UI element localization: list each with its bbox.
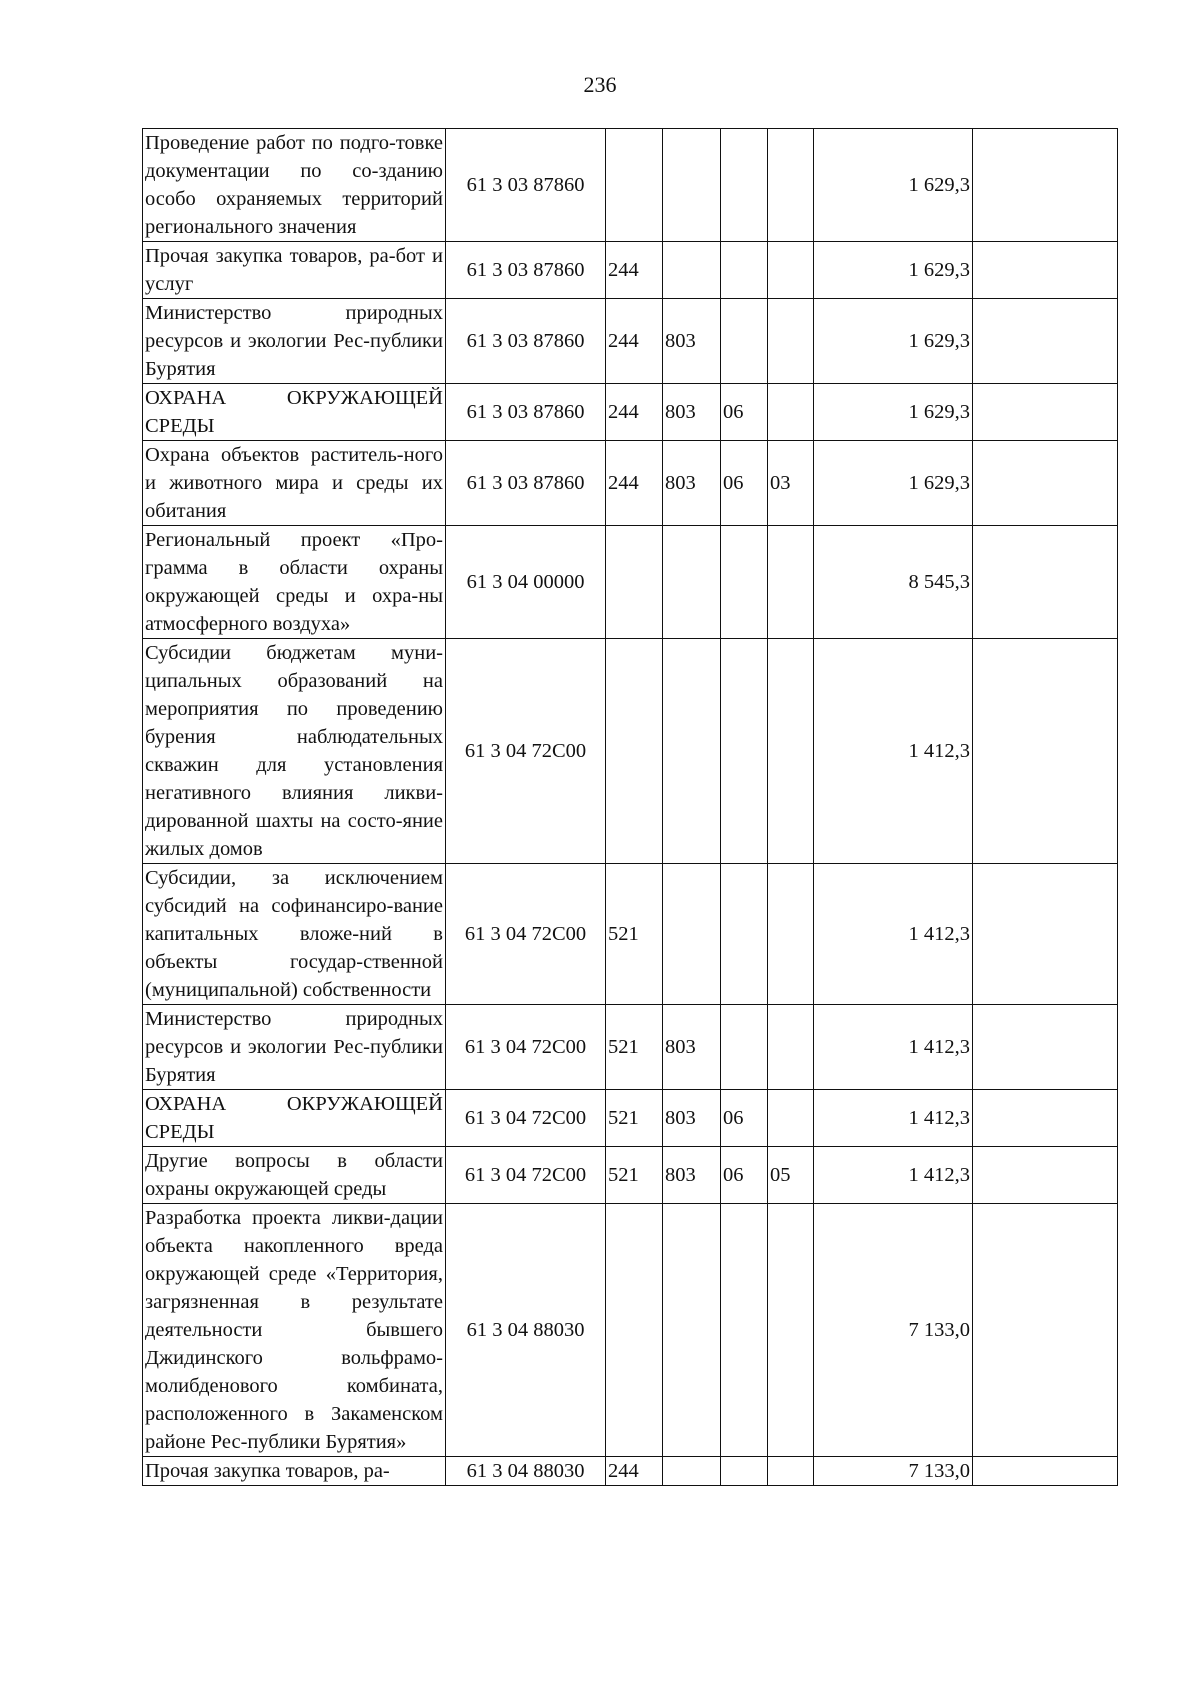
item-name-cell: Министерство природных ресурсов и экологии Рес-публики Бурятия	[143, 1005, 446, 1090]
target-code-cell: 61 3 04 88030	[446, 1204, 606, 1457]
table-row	[143, 129, 1118, 242]
amount-cell: 1 629,3	[814, 242, 973, 299]
subsection-cell	[768, 1090, 814, 1147]
target-code-cell: 61 3 03 87860	[446, 129, 606, 242]
section-cell	[721, 242, 768, 299]
subsection-cell: 03	[768, 441, 814, 526]
extra-cell	[973, 1457, 1118, 1486]
subsection-cell	[768, 1005, 814, 1090]
item-name-cell: Разработка проекта ликви-дации объекта накопленного вреда окружающей среде «Территория, загрязненная в результате деятельности бывшего Джидинского вольфрамо-молибденового комбината, расположенного в Закаменском районе Рес-публики Бурятия»	[143, 1204, 446, 1457]
item-name-cell: Охрана объектов раститель-ного и животного мира и среды их обитания	[143, 441, 446, 526]
subsection-cell	[768, 1457, 814, 1486]
extra-cell	[973, 1204, 1118, 1457]
target-code-cell: 61 3 03 87860	[446, 441, 606, 526]
item-name-cell: ОХРАНА ОКРУЖАЮЩЕЙ СРЕДЫ	[143, 1090, 446, 1147]
ministry-code-cell: 803	[663, 299, 721, 384]
expense-type-cell	[606, 526, 663, 639]
item-name-cell: Министерство природных ресурсов и экологии Рес-публики Бурятия	[143, 299, 446, 384]
extra-cell	[973, 299, 1118, 384]
section-cell	[721, 639, 768, 864]
amount-cell: 1 412,3	[814, 639, 973, 864]
table-row	[143, 441, 1118, 526]
subsection-cell	[768, 242, 814, 299]
expense-type-cell: 521	[606, 864, 663, 1005]
amount-cell: 1 412,3	[814, 1090, 973, 1147]
section-cell: 06	[721, 441, 768, 526]
subsection-cell	[768, 864, 814, 1005]
ministry-code-cell	[663, 129, 721, 242]
extra-cell	[973, 242, 1118, 299]
target-code-cell: 61 3 04 72С00	[446, 1005, 606, 1090]
ministry-code-cell	[663, 864, 721, 1005]
ministry-code-cell: 803	[663, 384, 721, 441]
amount-cell: 1 412,3	[814, 864, 973, 1005]
target-code-cell: 61 3 04 72С00	[446, 864, 606, 1005]
budget-table-body	[143, 129, 1118, 1486]
ministry-code-cell	[663, 1204, 721, 1457]
ministry-code-cell	[663, 1457, 721, 1486]
target-code-cell: 61 3 03 87860	[446, 299, 606, 384]
section-cell: 06	[721, 384, 768, 441]
extra-cell	[973, 639, 1118, 864]
expense-type-cell	[606, 1204, 663, 1457]
ministry-code-cell: 803	[663, 1005, 721, 1090]
amount-cell: 1 412,3	[814, 1005, 973, 1090]
target-code-cell: 61 3 03 87860	[446, 242, 606, 299]
target-code-cell: 61 3 04 88030	[446, 1457, 606, 1486]
item-name-cell: Проведение работ по подго-товке документации по со-зданию особо охраняемых территорий регионального значения	[143, 129, 446, 242]
item-name-cell: Субсидии, за исключением субсидий на софинансиро-вание капитальных вложе-ний в объекты государ-ственной (муниципальной) собственности	[143, 864, 446, 1005]
extra-cell	[973, 441, 1118, 526]
item-name-cell: Прочая закупка товаров, ра-бот и услуг	[143, 242, 446, 299]
subsection-cell	[768, 384, 814, 441]
section-cell	[721, 299, 768, 384]
table-row	[143, 864, 1118, 1005]
ministry-code-cell	[663, 242, 721, 299]
section-cell	[721, 864, 768, 1005]
budget-table	[142, 128, 1118, 1486]
table-row	[143, 1457, 1118, 1486]
ministry-code-cell	[663, 526, 721, 639]
table-row	[143, 1005, 1118, 1090]
target-code-cell: 61 3 04 72С00	[446, 1147, 606, 1204]
subsection-cell	[768, 639, 814, 864]
subsection-cell: 05	[768, 1147, 814, 1204]
extra-cell	[973, 864, 1118, 1005]
table-row	[143, 299, 1118, 384]
expense-type-cell: 244	[606, 441, 663, 526]
section-cell	[721, 1005, 768, 1090]
extra-cell	[973, 384, 1118, 441]
expense-type-cell	[606, 129, 663, 242]
amount-cell: 1 629,3	[814, 299, 973, 384]
table-row	[143, 526, 1118, 639]
extra-cell	[973, 1147, 1118, 1204]
expense-type-cell: 244	[606, 384, 663, 441]
section-cell	[721, 1457, 768, 1486]
target-code-cell: 61 3 04 72С00	[446, 639, 606, 864]
amount-cell: 1 412,3	[814, 1147, 973, 1204]
item-name-cell: ОХРАНА ОКРУЖАЮЩЕЙ СРЕДЫ	[143, 384, 446, 441]
section-cell: 06	[721, 1147, 768, 1204]
amount-cell: 7 133,0	[814, 1204, 973, 1457]
expense-type-cell: 244	[606, 1457, 663, 1486]
extra-cell	[973, 1090, 1118, 1147]
subsection-cell	[768, 526, 814, 639]
amount-cell: 1 629,3	[814, 384, 973, 441]
ministry-code-cell: 803	[663, 1147, 721, 1204]
target-code-cell: 61 3 03 87860	[446, 384, 606, 441]
section-cell	[721, 1204, 768, 1457]
subsection-cell	[768, 299, 814, 384]
expense-type-cell	[606, 639, 663, 864]
expense-type-cell: 521	[606, 1005, 663, 1090]
extra-cell	[973, 129, 1118, 242]
subsection-cell	[768, 1204, 814, 1457]
table-row	[143, 384, 1118, 441]
item-name-cell: Прочая закупка товаров, ра-	[143, 1457, 446, 1486]
table-row	[143, 1204, 1118, 1457]
ministry-code-cell: 803	[663, 1090, 721, 1147]
amount-cell: 1 629,3	[814, 441, 973, 526]
expense-type-cell: 244	[606, 242, 663, 299]
table-row	[143, 1147, 1118, 1204]
table-row	[143, 1090, 1118, 1147]
amount-cell: 8 545,3	[814, 526, 973, 639]
section-cell	[721, 129, 768, 242]
extra-cell	[973, 526, 1118, 639]
extra-cell	[973, 1005, 1118, 1090]
expense-type-cell: 521	[606, 1147, 663, 1204]
expense-type-cell: 244	[606, 299, 663, 384]
item-name-cell: Субсидии бюджетам муни-ципальных образований на мероприятия по проведению бурения наблюдательных скважин для установления негативного влияния ликви-дированной шахты на состо-яние жилых домов	[143, 639, 446, 864]
expense-type-cell: 521	[606, 1090, 663, 1147]
amount-cell: 7 133,0	[814, 1457, 973, 1486]
ministry-code-cell	[663, 639, 721, 864]
table-row	[143, 639, 1118, 864]
table-row	[143, 242, 1118, 299]
amount-cell: 1 629,3	[814, 129, 973, 242]
target-code-cell: 61 3 04 00000	[446, 526, 606, 639]
section-cell	[721, 526, 768, 639]
item-name-cell: Другие вопросы в области охраны окружающей среды	[143, 1147, 446, 1204]
ministry-code-cell: 803	[663, 441, 721, 526]
item-name-cell: Региональный проект «Про-грамма в области охраны окружающей среды и охра-ны атмосферного воздуха»	[143, 526, 446, 639]
section-cell: 06	[721, 1090, 768, 1147]
target-code-cell: 61 3 04 72С00	[446, 1090, 606, 1147]
subsection-cell	[768, 129, 814, 242]
page-number: 236	[583, 72, 617, 97]
